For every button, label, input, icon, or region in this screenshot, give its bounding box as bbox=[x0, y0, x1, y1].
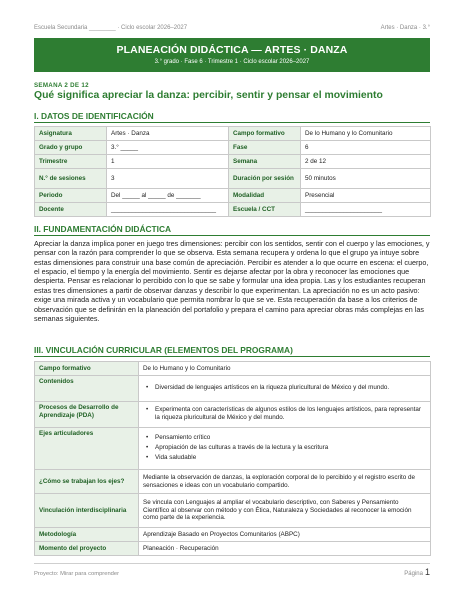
section-fundamentation-heading: II. FUNDAMENTACIÓN DIDÁCTICA bbox=[34, 224, 430, 236]
label-escuela: Escuela / CCT bbox=[229, 203, 301, 217]
label-vinculacion: Vinculación interdisciplinaria bbox=[35, 494, 139, 528]
label-docente: Docente bbox=[35, 203, 107, 217]
value-fase: 6 bbox=[301, 141, 431, 155]
fundamentation-paragraph: Apreciar la danza implica poner en juego tres dimensiones: percibir con los sentidos, sentir con el cuerpo y las emociones, y pensar con la razón para comprender lo que se observa. Esta semana recupera y ordena lo que el grupo ya intuye sobre estas dimensiones para construir una base común de apreciación. Percibir es atender a lo que ocurre en escena: el cuerpo, el espacio, el tiempo y la energía del movimiento. Sentir es dejarse afectar por la obra y reconocer las emociones que despierta. Pensar es relacionar lo percibido con lo que se sabe y formular una idea propia. Las y los estudiantes recuperan estas tres dimensiones a partir de observar danzas y describir lo que experimentan. La apreciación no es un acto pasivo: exige una mirada activa y un vocabulario que permita nombrar lo que se ve. Esta recuperación da base a los criterios de observación que se definirán en la planeación del portafolio y prepara el camino para apreciar obras más complejas en las semanas siguientes. bbox=[34, 239, 430, 323]
footer-project: Proyecto: Mirar para comprender bbox=[34, 571, 120, 577]
page-title: Qué significa apreciar la danza: percibir, sentir y pensar el movimiento bbox=[34, 90, 383, 101]
table-row bbox=[35, 362, 431, 376]
table-row bbox=[35, 494, 431, 528]
value-periodo: Del _____ al _____ de _______ bbox=[107, 189, 229, 203]
list-item: • Experimenta con características de algunos estilos de los lenguajes artísticos, para representar la riqueza pluricultural de México y del mundo. bbox=[146, 406, 422, 421]
value-vinculacion: Se vincula con Lenguajes al ampliar el vocabulario descriptivo, con Saberes y Pensamiento Científico al observar con método y con Ética, Naturaleza y Sociedades al reconocer la emoción como parte de la experiencia. bbox=[139, 494, 431, 528]
table-row bbox=[35, 169, 431, 189]
label-fase: Fase bbox=[229, 141, 301, 155]
title-banner bbox=[34, 38, 430, 72]
value-contenidos bbox=[139, 376, 431, 402]
value-semana: 2 de 12 bbox=[301, 155, 431, 169]
table-row bbox=[35, 203, 431, 217]
week-label: SEMANA 2 DE 12 bbox=[34, 82, 89, 89]
label-campo-formativo: Campo formativo bbox=[35, 362, 139, 376]
document-header bbox=[34, 25, 430, 31]
label-modalidad: Modalidad bbox=[229, 189, 301, 203]
section-identification-heading: I. DATOS DE IDENTIFICACIÓN bbox=[34, 111, 430, 123]
table-row bbox=[35, 376, 431, 402]
value-grado: 3.° _____ bbox=[107, 141, 229, 155]
document-footer bbox=[34, 563, 430, 577]
page-indicator bbox=[404, 567, 430, 577]
section-curricular-heading: III. VINCULACIÓN CURRICULAR (ELEMENTOS DEL PROGRAMA) bbox=[34, 345, 430, 357]
label-contenidos: Contenidos bbox=[35, 376, 139, 402]
value-ejes bbox=[139, 428, 431, 470]
table-row bbox=[35, 528, 431, 542]
label-metodologia: Metodología bbox=[35, 528, 139, 542]
header-school: Escuela Secundaria ________ · Ciclo escolar 2026–2027 bbox=[34, 25, 188, 31]
value-docente: ______________________________ bbox=[107, 203, 229, 217]
value-asignatura: Artes · Danza bbox=[107, 127, 229, 141]
table-row bbox=[35, 428, 431, 470]
table-row bbox=[35, 155, 431, 169]
value-escuela: ______________________ bbox=[301, 203, 431, 217]
label-como-ejes: ¿Cómo se trabajan los ejes? bbox=[35, 470, 139, 494]
value-modalidad: Presencial bbox=[301, 189, 431, 203]
banner-subtitle: 3.° grado · Fase 6 · Trimestre 1 · Ciclo escolar 2026–2027 bbox=[154, 59, 310, 65]
value-como-ejes: Mediante la observación de danzas, la exploración corporal de lo percibido y el registro escrito de sensaciones e ideas con un vocabulario compartido. bbox=[139, 470, 431, 494]
list-item: • Diversidad de lenguajes artísticos en la riqueza pluricultural de México y del mundo. bbox=[146, 384, 390, 392]
value-campo-formativo: De lo Humano y lo Comunitario bbox=[139, 362, 431, 376]
label-ejes: Ejes articuladores bbox=[35, 428, 139, 470]
label-asignatura: Asignatura bbox=[35, 127, 107, 141]
header-subject: Artes · Danza · 3.° bbox=[380, 25, 430, 31]
value-pda bbox=[139, 402, 431, 428]
label-momento: Momento del proyecto bbox=[35, 542, 139, 556]
value-sesiones: 3 bbox=[107, 169, 229, 189]
table-row bbox=[35, 141, 431, 155]
value-metodologia: Aprendizaje Basado en Proyectos Comunitarios (ABPC) bbox=[139, 528, 431, 542]
label-periodo: Periodo bbox=[35, 189, 107, 203]
value-trimestre: 1 bbox=[107, 155, 229, 169]
table-row bbox=[35, 542, 431, 556]
label-campo: Campo formativo bbox=[229, 127, 301, 141]
identification-table bbox=[34, 126, 431, 217]
table-row bbox=[35, 189, 431, 203]
label-grado: Grado y grupo bbox=[35, 141, 107, 155]
value-duracion: 50 minutos bbox=[301, 169, 431, 189]
curricular-table bbox=[34, 361, 431, 556]
table-row bbox=[35, 127, 431, 141]
list-item: • Pensamiento crítico bbox=[146, 434, 211, 442]
label-semana: Semana bbox=[229, 155, 301, 169]
value-campo: De lo Humano y lo Comunitario bbox=[301, 127, 431, 141]
value-momento: Planeación · Recuperación bbox=[139, 542, 431, 556]
label-pda: Procesos de Desarrollo de Aprendizaje (PDA) bbox=[35, 402, 139, 428]
page-label: Página bbox=[404, 571, 423, 577]
list-item: • Apropiación de las culturas a través de la lectura y la escritura bbox=[146, 444, 329, 452]
banner-title: PLANEACIÓN DIDÁCTICA — ARTES · DANZA bbox=[116, 44, 348, 56]
table-row bbox=[35, 402, 431, 428]
list-item: • Vida saludable bbox=[146, 453, 197, 461]
label-duracion: Duración por sesión bbox=[229, 169, 301, 189]
label-sesiones: N.° de sesiones bbox=[35, 169, 107, 189]
page-number: 1 bbox=[424, 567, 430, 577]
table-row bbox=[35, 470, 431, 494]
label-trimestre: Trimestre bbox=[35, 155, 107, 169]
